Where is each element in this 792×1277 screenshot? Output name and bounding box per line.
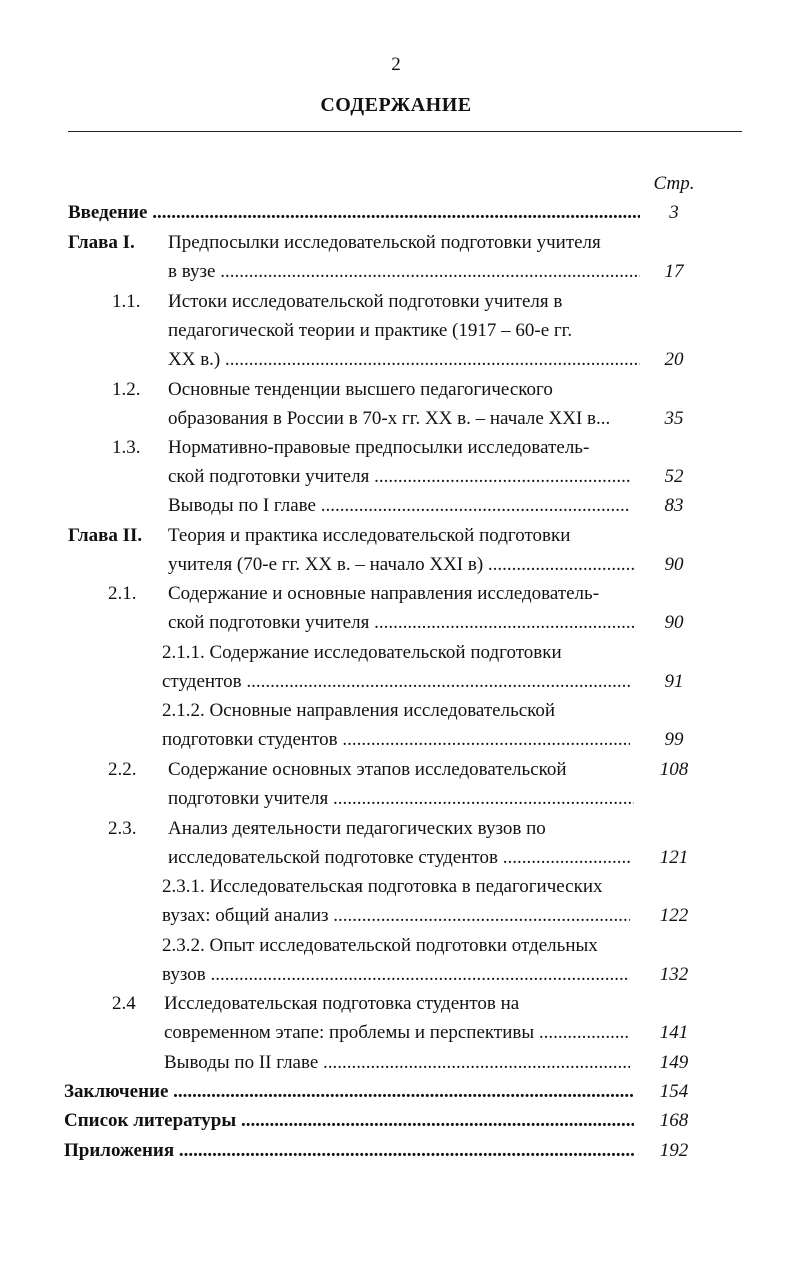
toc-section-number: 2.2. (108, 759, 137, 780)
toc-section-title[interactable]: Нормативно-правовые предпосылки исследователь- (168, 437, 590, 458)
toc-chapter-title-cont[interactable]: в вузе ..... (168, 258, 640, 286)
toc-page: 20 (664, 349, 684, 370)
toc-section-title-cont[interactable]: педагогической теории и практике (1917 – 60-е гг. (168, 320, 573, 341)
page-number: 2 (391, 54, 401, 75)
toc-page: 108 (659, 759, 689, 780)
toc-section-title-cont[interactable]: современном этапе: проблемы и перспективы ..... (164, 1019, 630, 1047)
toc-entry-appendices[interactable]: Приложения ..... (64, 1137, 634, 1165)
toc-page: 90 (664, 554, 684, 575)
toc-subsection-title-cont[interactable]: подготовки студентов ..... (162, 726, 630, 754)
toc-section-number: 2.4 (112, 993, 136, 1014)
toc-section-title-cont[interactable]: подготовки учителя ..... (168, 785, 634, 813)
toc-section-title-cont[interactable]: образования в России в 70-х гг. XX в. – начале XXI в... (168, 408, 611, 429)
toc-section-title[interactable]: Анализ деятельности педагогических вузов по (168, 818, 546, 839)
toc-section-title-cont[interactable]: XX в.) ..... (168, 346, 640, 374)
toc-subsection-title[interactable]: 2.3.2. Опыт исследовательской подготовки отдельных (162, 935, 598, 956)
toc-section-title[interactable]: Основные тенденции высшего педагогического (168, 379, 553, 400)
toc-subsection-title-cont[interactable]: вузов ..... (162, 961, 630, 989)
toc-page: 154 (659, 1081, 689, 1102)
toc-subsection-title-cont[interactable]: студентов ..... (162, 668, 630, 696)
toc-entry-conclusion[interactable]: Заключение ..... (64, 1078, 634, 1106)
toc-page: 90 (664, 612, 684, 633)
toc-chapter-title-cont[interactable]: учителя (70-е гг. XX в. – начало XXI в) ..... (168, 551, 634, 579)
toc-chapter-title[interactable]: Предпосылки исследовательской подготовки учителя (168, 232, 601, 253)
toc-section-number: 1.2. (112, 379, 141, 400)
page-column-label: Стр. (653, 173, 695, 194)
toc-page: 99 (664, 729, 684, 750)
toc-page: 91 (664, 671, 684, 692)
toc-page: 192 (659, 1140, 689, 1161)
toc-page: 122 (659, 905, 689, 926)
toc-subsection-title-cont[interactable]: вузах: общий анализ ..... (162, 902, 630, 930)
toc-chapter-number: Глава I. (68, 232, 135, 253)
toc-page: 35 (664, 408, 684, 429)
toc-entry-introduction[interactable]: Введение ..... (68, 199, 640, 227)
toc-section-title[interactable]: Содержание основных этапов исследовательской (168, 759, 567, 780)
toc-page: 141 (659, 1022, 689, 1043)
toc-chapter-number: Глава II. (68, 525, 143, 546)
toc-subsection-title[interactable]: 2.1.2. Основные направления исследовательской (162, 700, 556, 721)
toc-page: 52 (664, 466, 684, 487)
toc-section-title[interactable]: Истоки исследовательской подготовки учителя в (168, 291, 563, 312)
toc-section-number: 1.3. (112, 437, 141, 458)
toc-page: 121 (659, 847, 689, 868)
toc-section-number: 1.1. (112, 291, 141, 312)
toc-page: 168 (659, 1110, 689, 1131)
toc-section-title-cont[interactable]: ской подготовки учителя ..... (168, 609, 634, 637)
toc-subsection-title[interactable]: 2.1.1. Содержание исследовательской подготовки (162, 642, 562, 663)
toc-section-number: 2.3. (108, 818, 137, 839)
toc-conclusions-chapter-1[interactable]: Выводы по I главе ..... (168, 492, 630, 520)
toc-page: 17 (664, 261, 684, 282)
toc-page: 3 (669, 202, 679, 223)
toc-conclusions-chapter-2[interactable]: Выводы по II главе ..... (164, 1049, 630, 1077)
toc-subsection-title[interactable]: 2.3.1. Исследовательская подготовка в педагогических (162, 876, 603, 897)
heading-divider (68, 131, 742, 132)
toc-entry-bibliography[interactable]: Список литературы ..... (64, 1107, 634, 1135)
toc-section-title[interactable]: Содержание и основные направления исследователь- (168, 583, 600, 604)
toc-chapter-title[interactable]: Теория и практика исследовательской подготовки (168, 525, 571, 546)
toc-page: 132 (659, 964, 689, 985)
toc-section-number: 2.1. (108, 583, 137, 604)
toc-page: 83 (664, 495, 684, 516)
page-title: СОДЕРЖАНИЕ (320, 94, 472, 116)
toc-section-title-cont[interactable]: ской подготовки учителя ..... (168, 463, 630, 491)
toc-section-title[interactable]: Исследовательская подготовка студентов на (164, 993, 520, 1014)
toc-section-title-cont[interactable]: исследовательской подготовке студентов ..... (168, 844, 630, 872)
toc-page: 149 (659, 1052, 689, 1073)
